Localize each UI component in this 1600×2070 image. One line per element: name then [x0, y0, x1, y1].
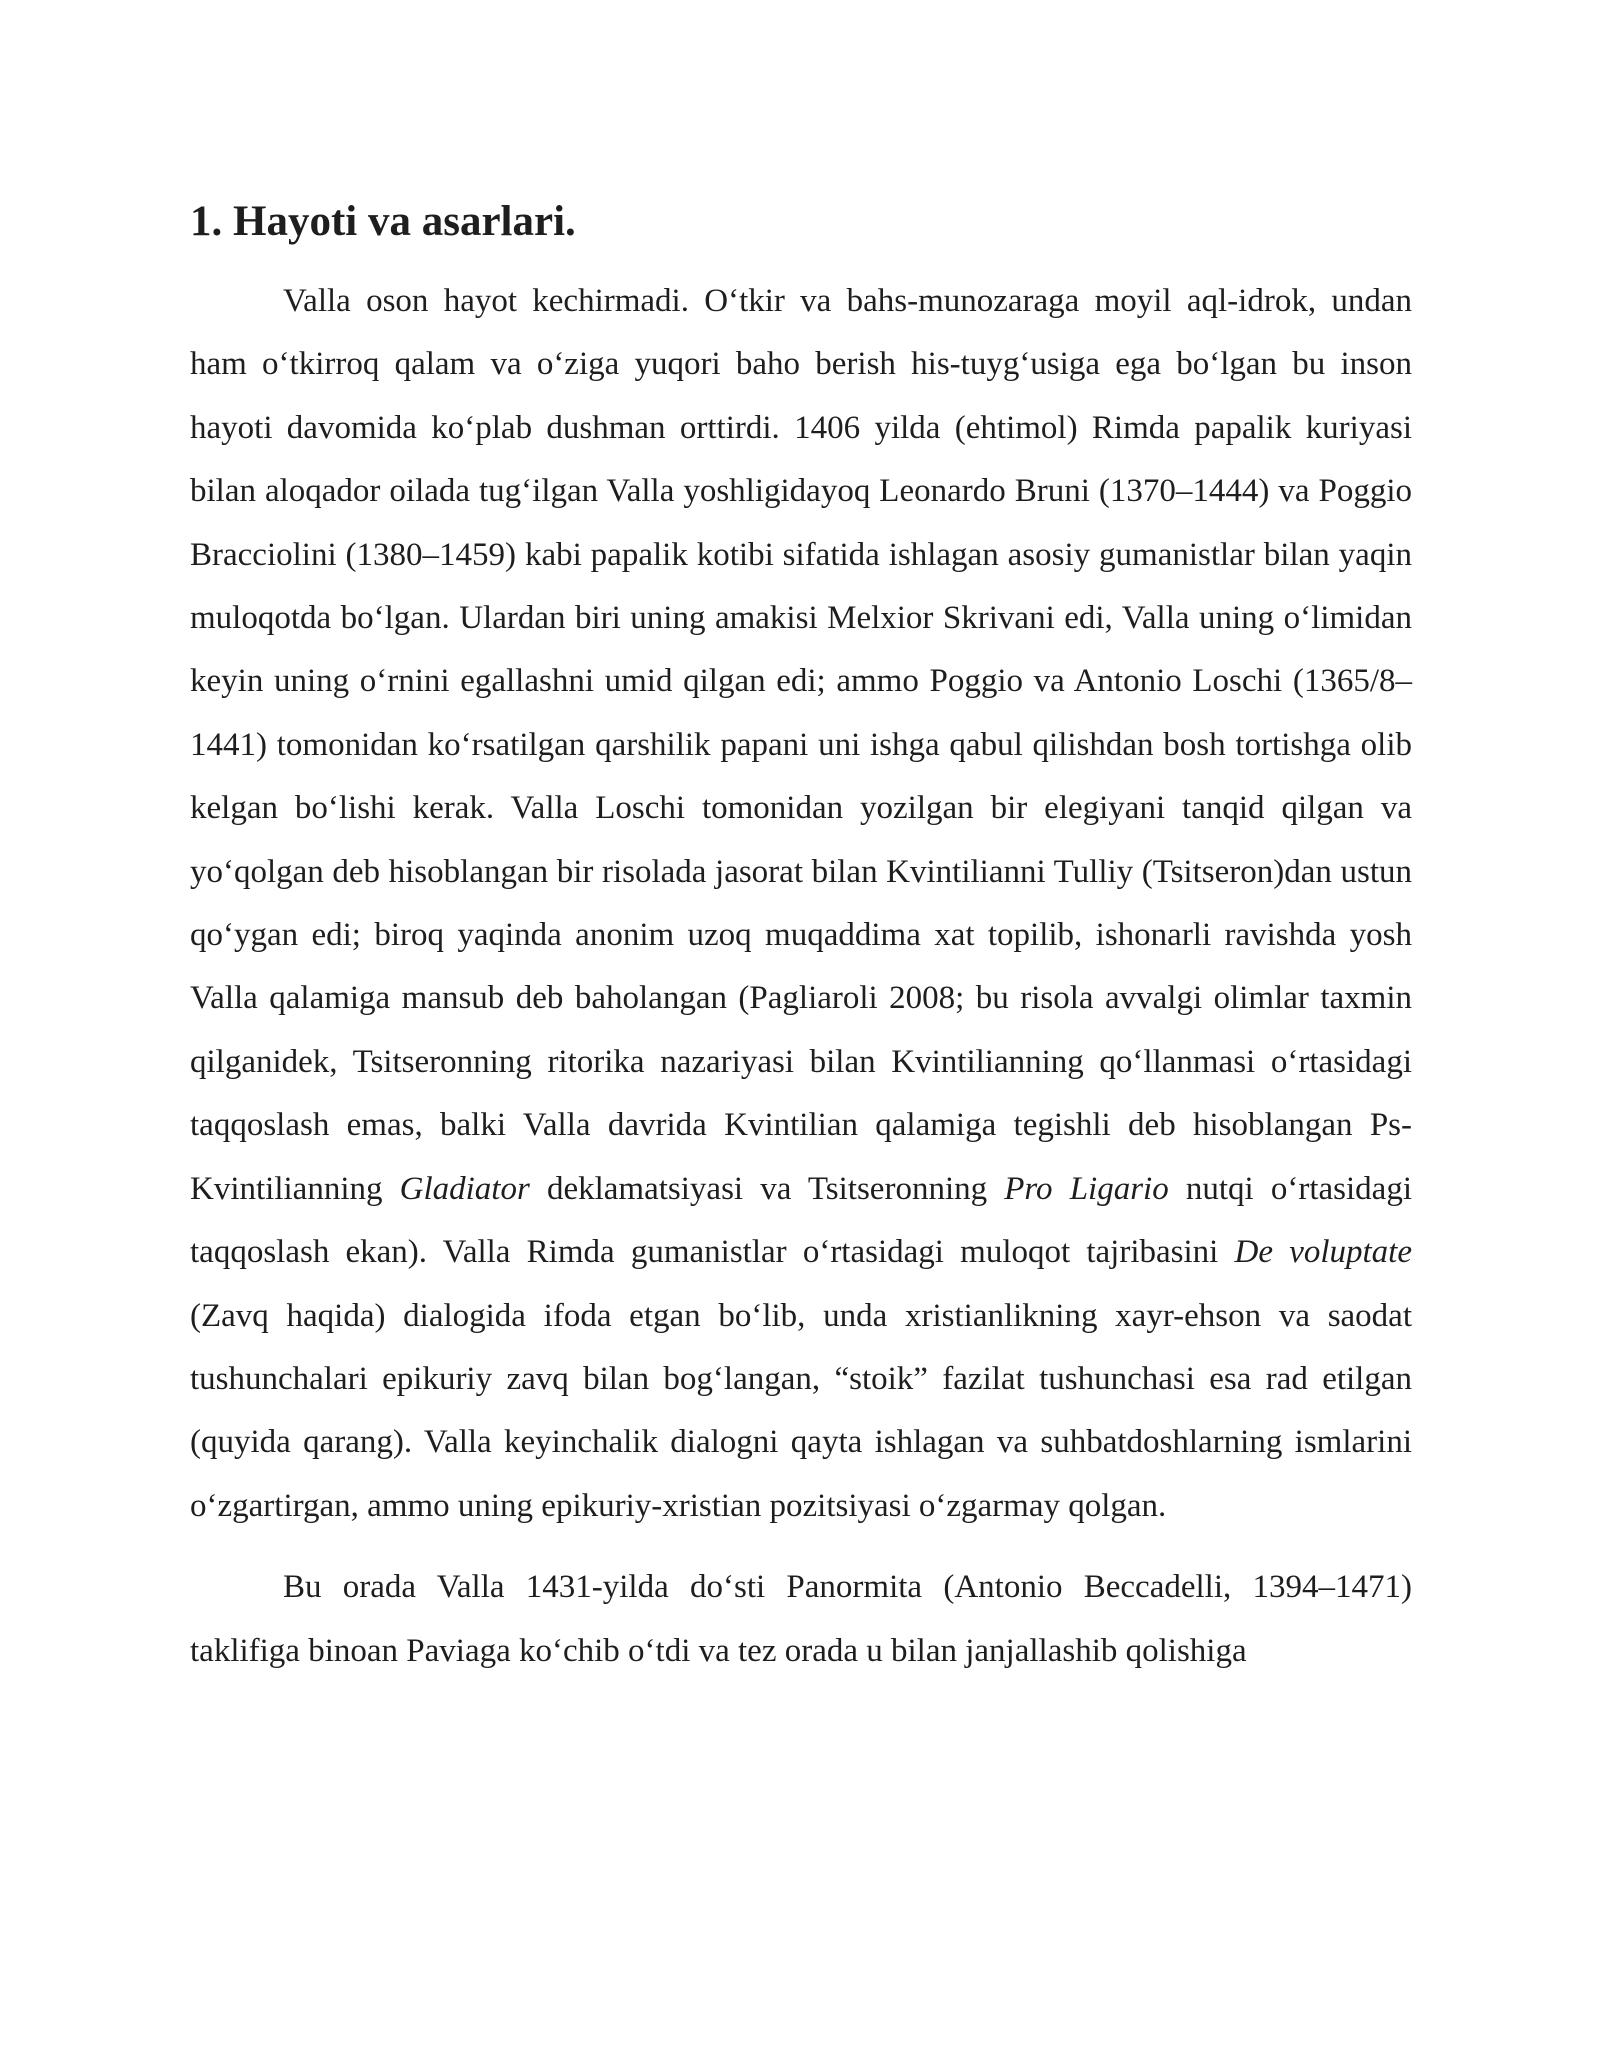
italic-title-de-voluptate: De voluptate	[1234, 1234, 1412, 1271]
paragraph-1-text-b: deklamatsiyasi va Tsitseronning	[529, 1170, 1005, 1207]
document-page	[190, 180, 1412, 1701]
paragraph-1-text-d: (Zavq haqida) dialogida ifoda etgan bo‘lib, unda xristianlikning xayr-ehson va saodat tushunchalari epikuriy zavq bilan bog‘langan, “stoik” fazilat tushunchasi esa rad etilgan (quyida qarang). Valla keyinchalik dialogni qayta ishlagan va suhbatdoshlarning ismlarini o‘zgartirgan, ammo uning epikuriy-xristian pozitsiyasi o‘zgarmay qolgan.	[190, 1297, 1412, 1524]
paragraph-1-text-a: Valla oson hayot kechirmadi. O‘tkir va bahs-munozaraga moyil aql-idrok, undan ham o‘tkirroq qalam va o‘ziga yuqori baho berish his-tuyg‘usiga ega bo‘lgan bu inson hayoti davomida ko‘plab dushman orttirdi. 1406 yilda (ehtimol) Rimda papalik kuriyasi bilan aloqador oilada tug‘ilgan Valla yoshligidayoq Leonardo Bruni (1370–1444) va Poggio Bracciolini (1380–1459) kabi papalik kotibi sifatida ishlagan asosiy gumanistlar bilan yaqin muloqotda bo‘lgan. Ulardan biri uning amakisi Melxior Skrivani edi, Valla uning o‘limidan keyin uning o‘rnini egallashni umid qilgan edi; ammo Poggio va Antonio Loschi (1365/8–1441) tomonidan ko‘rsatilgan qarshilik papani uni ishga qabul qilishdan bosh tortishga olib kelgan bo‘lishi kerak. Valla Loschi tomonidan yozilgan bir elegiyani tanqid qilgan va yo‘qolgan deb hisoblangan bir risolada jasorat bilan Kvintilianni Tulliy (Tsitseron)dan ustun qo‘ygan edi; biroq yaqinda anonim uzoq muqaddima xat topilib, ishonarli ravishda yosh Valla qalamiga mansub deb baholangan (Pagliaroli 2008; bu risola avvalgi olimlar taxmin qilganidek, Tsitseronning ritorika nazariyasi bilan Kvintilianning qo‘llanmasi o‘rtasidagi taqqoslash emas, balki Valla davrida Kvintilian qalamiga tegishli deb hisoblangan Ps-Kvintilianning	[190, 283, 1412, 1207]
paragraph-2: Bu orada Valla 1431-yilda do‘sti Panormita (Antonio Beccadelli, 1394–1471) taklifiga binoan Paviaga ko‘chib o‘tdi va tez orada u bilan janjallashib qolishiga	[190, 1569, 1412, 1669]
paragraph-1-text-c: nutqi o‘rtasidagi taqqoslash ekan). Valla Rimda gumanistlar o‘rtasidagi muloqot tajribasini	[190, 1170, 1412, 1271]
paragraph-1	[190, 270, 1412, 1538]
italic-title-pro-ligario: Pro Ligario	[1004, 1170, 1169, 1207]
italic-title-gladiator: Gladiator	[399, 1170, 530, 1207]
section-heading: 1. Hayoti va asarlari.	[190, 198, 576, 245]
